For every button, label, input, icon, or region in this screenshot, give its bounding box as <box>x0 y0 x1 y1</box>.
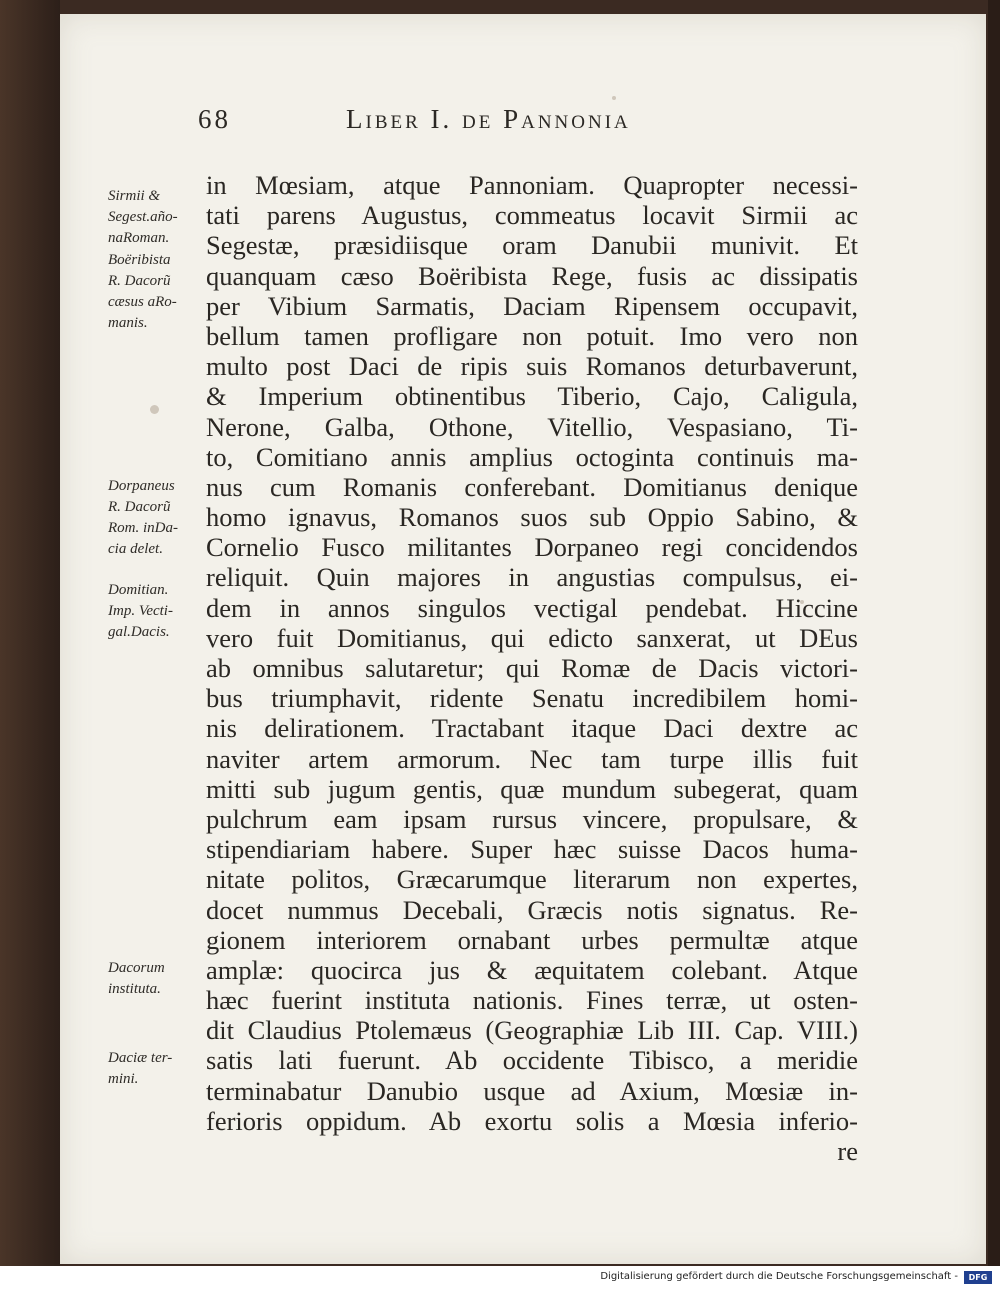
text-line: stipendiariam habere. Super hæc suisse Dacos huma- <box>206 834 858 865</box>
margin-note-line: mini. <box>108 1071 139 1087</box>
text-line: homo ignavus, Romanos suos sub Oppio Sabino, & <box>206 502 858 533</box>
margin-note <box>108 958 208 1000</box>
margin-note <box>108 186 208 249</box>
marginalia <box>108 170 208 1110</box>
text-line: hæc fuerint instituta nationis. Fines terræ, ut osten- <box>206 985 858 1016</box>
text-line: gionem interiorem ornabant urbes permultæ atque <box>206 924 858 955</box>
text-line: dem in annos singulos vectigal pendebat. Hiccine <box>206 592 858 623</box>
margin-note <box>108 580 208 643</box>
text-line: nus cum Romanis conferebant. Domitianus denique <box>206 471 858 502</box>
funding-credit: Digitalisierung gefördert durch die Deutsche Forschungsgemeinschaft - <box>600 1271 958 1282</box>
text-line: per Vibium Sarmatis, Daciam Ripensem occupavit, <box>206 290 858 321</box>
margin-note-line: Segest.año- <box>108 209 178 225</box>
text-line: ferioris oppidum. Ab exortu solis a Mœsia inferio- <box>206 1105 858 1136</box>
dfg-logo: DFG <box>964 1271 992 1284</box>
text-line: vero fuit Domitianus, qui edicto sanxerat, ut DEus <box>206 622 858 653</box>
credit-bar <box>0 1266 1000 1289</box>
text-line: mitti sub jugum gentis, quæ mundum subegerat, quam <box>206 773 858 804</box>
margin-note-line: cia delet. <box>108 541 163 557</box>
text-line: terminabatur Danubio usque ad Axium, Mœsiæ in- <box>206 1075 858 1106</box>
text-line: Nerone, Galba, Othone, Vitellio, Vespasiano, Ti- <box>206 411 858 442</box>
text-line: Segestæ, præsidiisque oram Danubii munivit. Et <box>206 230 858 261</box>
text-line: pulchrum eam ipsam rursus vincere, propulsare, & <box>206 803 858 834</box>
margin-note-line: Dacorum <box>108 960 165 976</box>
page-header <box>198 104 718 144</box>
margin-note-line: Boëribista <box>108 252 171 268</box>
book-right-edge <box>988 0 1000 1266</box>
margin-note-line: Sirmii & <box>108 188 161 204</box>
margin-note-line: instituta. <box>108 981 161 997</box>
book-binding-edge <box>0 0 60 1266</box>
margin-note-line: Rom. inDa- <box>108 520 178 536</box>
text-line: nis delirationem. Tractabant itaque Daci dextre ac <box>206 713 858 744</box>
margin-note-line: Dorpaneus <box>108 478 175 494</box>
text-line: reliquit. Quin majores in angustias compulsus, ei- <box>206 562 858 593</box>
paper-stain <box>612 96 616 100</box>
body-text <box>206 170 858 1166</box>
text-line: nitate politos, Græcarumque literarum non expertes, <box>206 864 858 895</box>
text-line: docet nummus Decebali, Græcis notis signatus. Re- <box>206 894 858 925</box>
running-title: Liber I. de Pannonia <box>346 104 631 134</box>
margin-note-line: R. Dacorũ <box>108 273 171 289</box>
margin-note <box>108 476 208 560</box>
margin-note-line: Imp. Vecti- <box>108 603 173 619</box>
text-line: Cornelio Fusco militantes Dorpaneo regi concidendos <box>206 532 858 563</box>
page-number: 68 <box>198 104 231 134</box>
margin-note-line: naRoman. <box>108 230 170 246</box>
text-line: amplæ: quocirca jus & æquitatem colebant. Atque <box>206 954 858 985</box>
margin-note-line: Domitian. <box>108 582 169 598</box>
margin-note-line: gal.Dacis. <box>108 624 170 640</box>
text-line: naviter artem armorum. Nec tam turpe illis fuit <box>206 743 858 774</box>
text-line: bellum tamen profligare non potuit. Imo vero non <box>206 320 858 351</box>
text-line: dit Claudius Ptolemæus (Geographiæ Lib III. Cap. VIII.) <box>206 1015 858 1046</box>
text-line: satis lati fuerunt. Ab occidente Tibisco, a meridie <box>206 1045 858 1076</box>
text-line: & Imperium obtinentibus Tiberio, Cajo, Caligula, <box>206 381 858 412</box>
catchword: re <box>837 1136 858 1166</box>
margin-note <box>108 250 208 334</box>
text-line: bus triumphavit, ridente Senatu incredibilem homi- <box>206 683 858 714</box>
text-line: quanquam cæso Boëribista Rege, fusis ac dissipatis <box>206 260 858 291</box>
margin-note-line: manis. <box>108 315 148 331</box>
margin-note-line: cæsus aRo- <box>108 294 177 310</box>
text-line: tati parens Augustus, commeatus locavit Sirmii ac <box>206 200 858 231</box>
text-line: to, Comitiano annis amplius octoginta continuis ma- <box>206 441 858 472</box>
text-line: multo post Daci de ripis suis Romanos deturbaverunt, <box>206 351 858 382</box>
margin-note <box>108 1048 208 1090</box>
margin-note-line: Daciæ ter- <box>108 1050 173 1066</box>
text-line: in Mœsiam, atque Pannoniam. Quapropter necessi- <box>206 170 858 200</box>
text-line: ab omnibus salutaretur; qui Romæ de Dacis victori- <box>206 653 858 683</box>
margin-note-line: R. Dacorũ <box>108 499 171 515</box>
